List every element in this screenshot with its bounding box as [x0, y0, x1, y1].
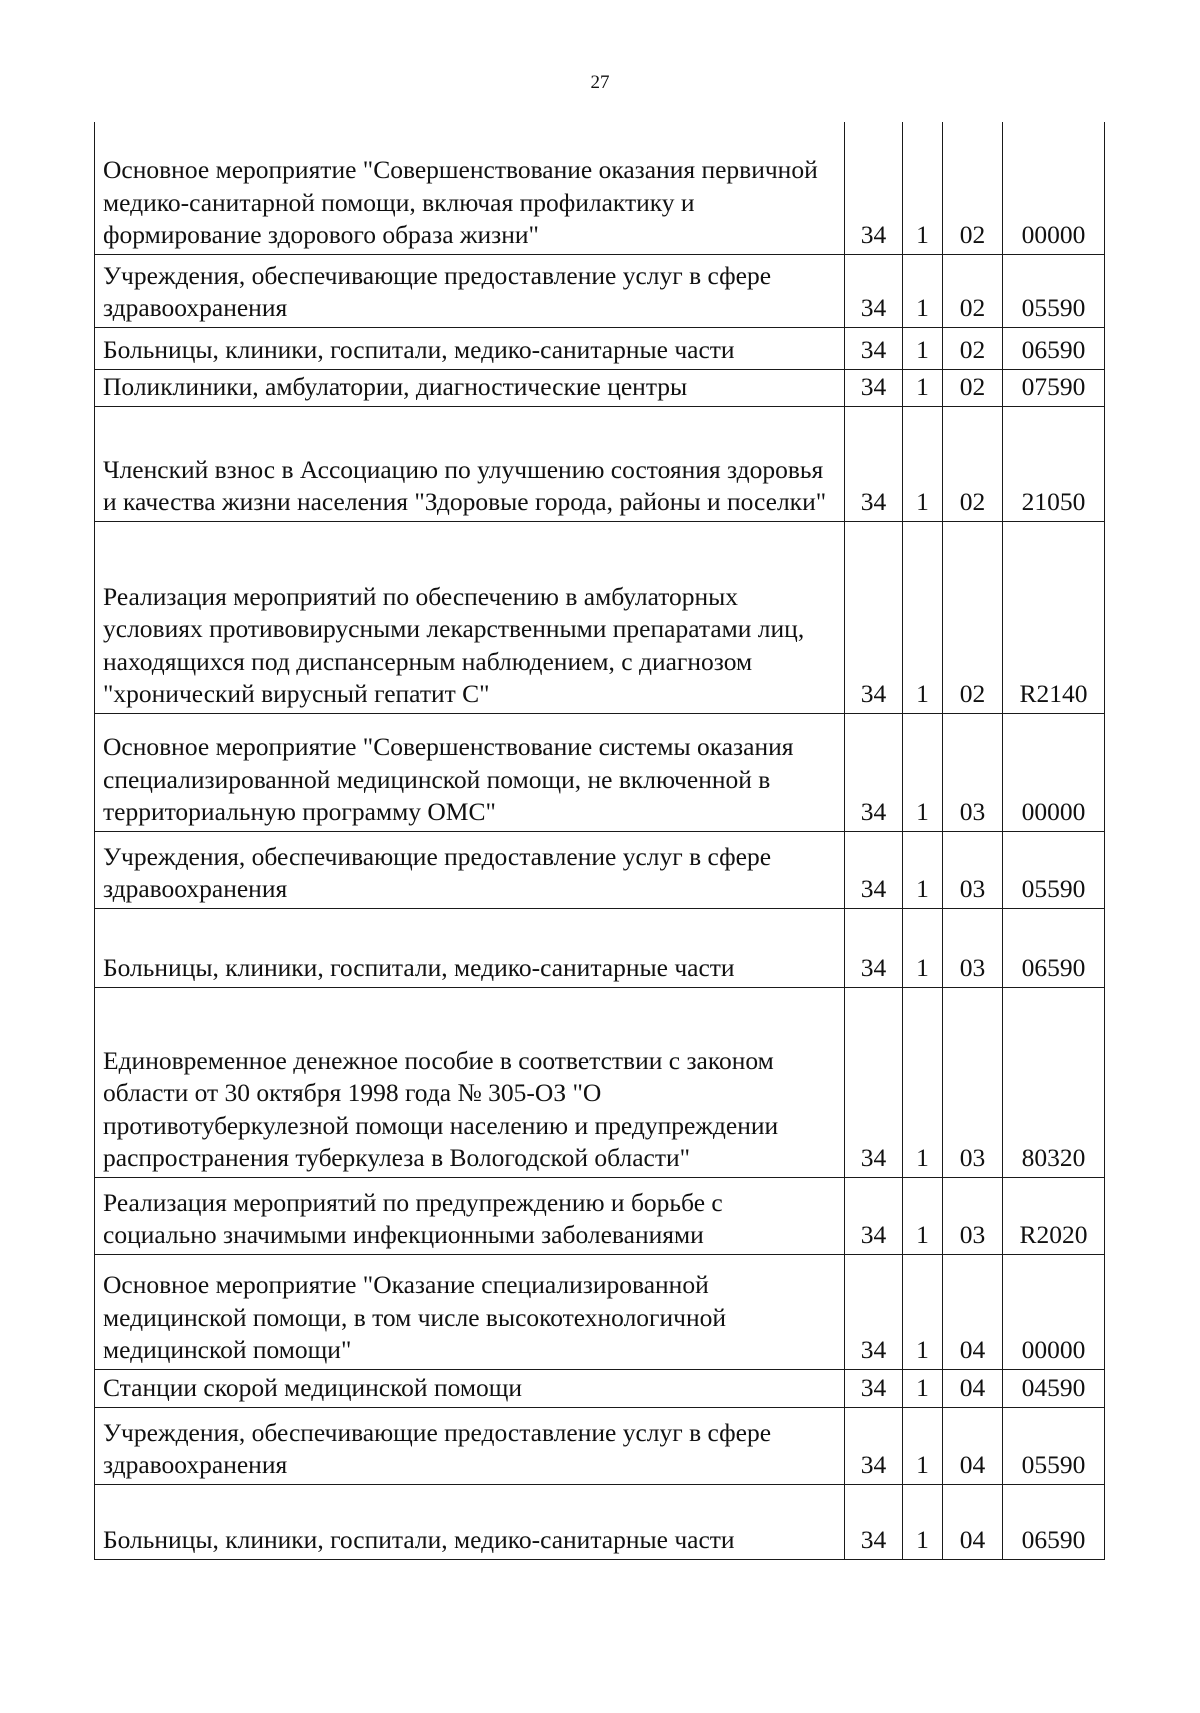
table-row — [95, 521, 1105, 713]
table-row — [95, 254, 1105, 327]
program-code: 34 — [845, 369, 903, 406]
program-code: 34 — [845, 254, 903, 327]
direction-code: 05590 — [1003, 254, 1105, 327]
event-code: 04 — [943, 1254, 1003, 1369]
direction-code: 00000 — [1003, 1254, 1105, 1369]
program-code: 34 — [845, 327, 903, 369]
program-code: 34 — [845, 713, 903, 831]
subprogram-code: 1 — [903, 1369, 943, 1407]
row-name: Станции скорой медицинской помощи — [95, 1369, 845, 1407]
direction-code: R2020 — [1003, 1177, 1105, 1254]
subprogram-code: 1 — [903, 406, 943, 521]
row-name: Поликлиники, амбулатории, диагностические центры — [95, 369, 845, 406]
table-row — [95, 987, 1105, 1177]
direction-code: 00000 — [1003, 122, 1105, 254]
subprogram-code: 1 — [903, 122, 943, 254]
program-code: 34 — [845, 1484, 903, 1559]
table-row — [95, 1254, 1105, 1369]
program-code: 34 — [845, 987, 903, 1177]
row-name: Основное мероприятие "Совершенствование системы оказания специализированной медицинской помощи, не включенной в территориальную программу ОМС" — [95, 713, 845, 831]
subprogram-code: 1 — [903, 713, 943, 831]
direction-code: 05590 — [1003, 831, 1105, 908]
event-code: 04 — [943, 1369, 1003, 1407]
program-code: 34 — [845, 831, 903, 908]
subprogram-code: 1 — [903, 521, 943, 713]
direction-code: 04590 — [1003, 1369, 1105, 1407]
event-code: 03 — [943, 987, 1003, 1177]
program-code: 34 — [845, 521, 903, 713]
subprogram-code: 1 — [903, 1177, 943, 1254]
row-name: Учреждения, обеспечивающие предоставление услуг в сфере здравоохранения — [95, 254, 845, 327]
event-code: 02 — [943, 521, 1003, 713]
table-row — [95, 1484, 1105, 1559]
table-row — [95, 327, 1105, 369]
direction-code: 06590 — [1003, 1484, 1105, 1559]
row-name: Членский взнос в Ассоциацию по улучшению состояния здоровья и качества жизни населения "Здоровые города, районы и поселки" — [95, 406, 845, 521]
table-row — [95, 369, 1105, 406]
program-code: 34 — [845, 122, 903, 254]
event-code: 04 — [943, 1407, 1003, 1484]
table-row — [95, 831, 1105, 908]
program-code: 34 — [845, 1369, 903, 1407]
table-row — [95, 1177, 1105, 1254]
subprogram-code: 1 — [903, 1407, 943, 1484]
table-row — [95, 908, 1105, 987]
program-code: 34 — [845, 1407, 903, 1484]
direction-code: 21050 — [1003, 406, 1105, 521]
row-name: Реализация мероприятий по обеспечению в амбулаторных условиях противовирусными лекарственными препаратами лиц, находящихся под диспансерным наблюдением, с диагнозом "хронический вирусный гепатит С" — [95, 521, 845, 713]
event-code: 03 — [943, 831, 1003, 908]
event-code: 03 — [943, 713, 1003, 831]
subprogram-code: 1 — [903, 369, 943, 406]
row-name: Учреждения, обеспечивающие предоставление услуг в сфере здравоохранения — [95, 831, 845, 908]
row-name: Единовременное денежное пособие в соответствии с законом области от 30 октября 1998 года № 305-ОЗ "О противотуберкулезной помощи населению и предупреждении распространения туберкулеза в Вологодской области" — [95, 987, 845, 1177]
event-code: 02 — [943, 254, 1003, 327]
direction-code: 06590 — [1003, 908, 1105, 987]
row-name: Реализация мероприятий по предупреждению и борьбе с социально значимыми инфекционными заболеваниями — [95, 1177, 845, 1254]
row-name: Учреждения, обеспечивающие предоставление услуг в сфере здравоохранения — [95, 1407, 845, 1484]
table-row — [95, 1369, 1105, 1407]
event-code: 03 — [943, 908, 1003, 987]
table-row — [95, 406, 1105, 521]
page-number: 27 — [590, 72, 610, 93]
program-code: 34 — [845, 908, 903, 987]
budget-classification-table — [94, 122, 1105, 1560]
direction-code: 06590 — [1003, 327, 1105, 369]
event-code: 02 — [943, 122, 1003, 254]
subprogram-code: 1 — [903, 1484, 943, 1559]
event-code: 02 — [943, 406, 1003, 521]
row-name: Основное мероприятие "Совершенствование оказания первичной медико-санитарной помощи, включая профилактику и формирование здорового образа жизни" — [95, 122, 845, 254]
event-code: 03 — [943, 1177, 1003, 1254]
event-code: 02 — [943, 327, 1003, 369]
event-code: 02 — [943, 369, 1003, 406]
row-name: Больницы, клиники, госпитали, медико-санитарные части — [95, 908, 845, 987]
direction-code: R2140 — [1003, 521, 1105, 713]
direction-code: 07590 — [1003, 369, 1105, 406]
table-row — [95, 1407, 1105, 1484]
subprogram-code: 1 — [903, 327, 943, 369]
row-name: Основное мероприятие "Оказание специализированной медицинской помощи, в том числе высокотехнологичной медицинской помощи" — [95, 1254, 845, 1369]
subprogram-code: 1 — [903, 831, 943, 908]
table-row — [95, 122, 1105, 254]
direction-code: 05590 — [1003, 1407, 1105, 1484]
direction-code: 80320 — [1003, 987, 1105, 1177]
subprogram-code: 1 — [903, 908, 943, 987]
subprogram-code: 1 — [903, 987, 943, 1177]
row-name: Больницы, клиники, госпитали, медико-санитарные части — [95, 1484, 845, 1559]
program-code: 34 — [845, 406, 903, 521]
direction-code: 00000 — [1003, 713, 1105, 831]
program-code: 34 — [845, 1177, 903, 1254]
event-code: 04 — [943, 1484, 1003, 1559]
row-name: Больницы, клиники, госпитали, медико-санитарные части — [95, 327, 845, 369]
subprogram-code: 1 — [903, 1254, 943, 1369]
table-row — [95, 713, 1105, 831]
program-code: 34 — [845, 1254, 903, 1369]
subprogram-code: 1 — [903, 254, 943, 327]
